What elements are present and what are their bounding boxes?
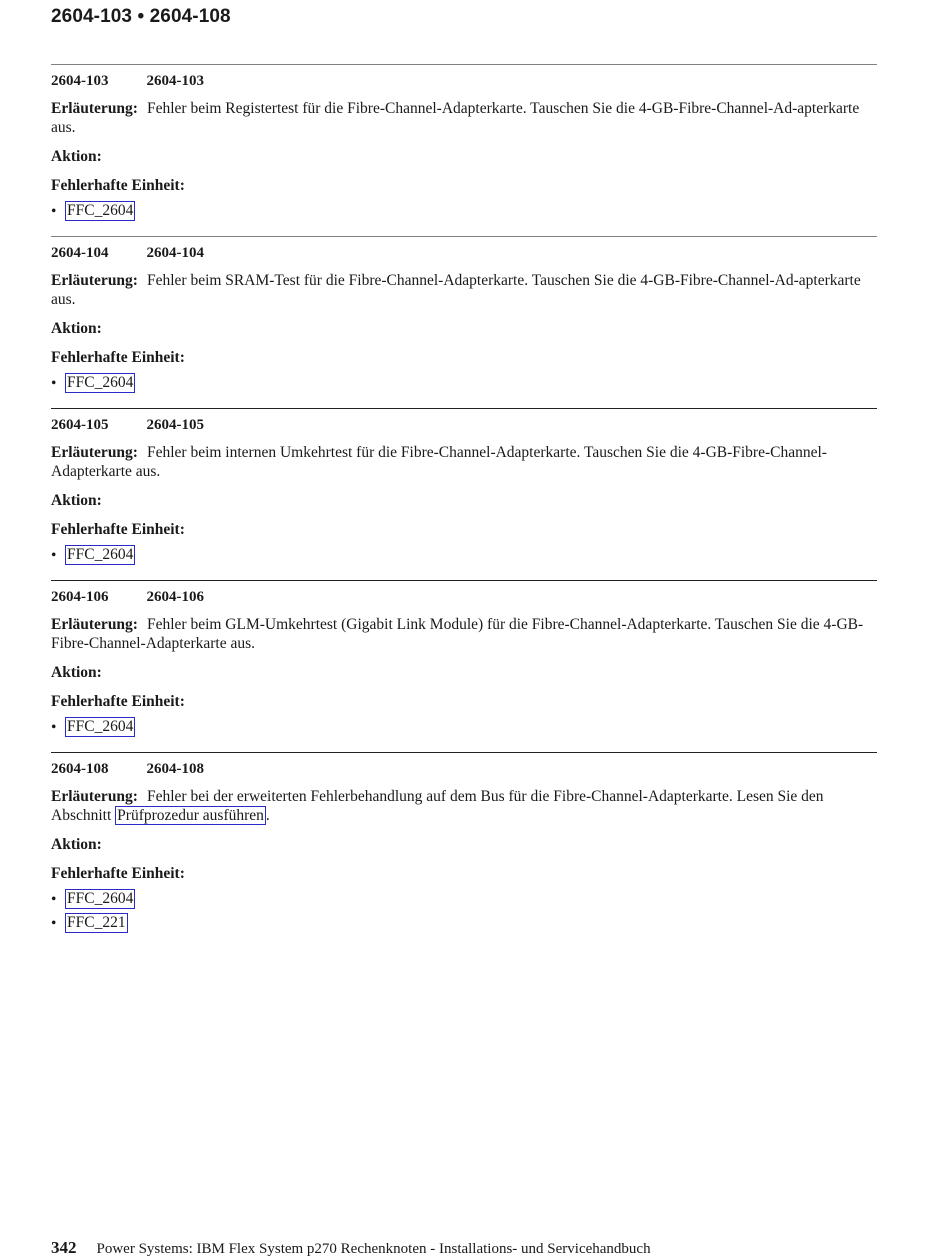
page-number: 342 xyxy=(51,1238,77,1257)
error-code: 2604-103 xyxy=(51,73,109,89)
error-code-repeat: 2604-104 xyxy=(146,245,204,261)
entry-heading xyxy=(51,72,877,90)
page-footer xyxy=(51,1238,651,1258)
bullet-icon: • xyxy=(51,374,57,392)
procedure-link[interactable]: Prüfprozedur ausführen xyxy=(117,807,264,824)
fru-list xyxy=(51,543,877,567)
fru-link[interactable]: FFC_2604 xyxy=(67,890,134,907)
page-header-title: 2604-103 • 2604-108 xyxy=(51,6,231,27)
explanation-suffix: . xyxy=(265,807,270,824)
fru-link[interactable]: FFC_2604 xyxy=(67,546,134,563)
list-item xyxy=(51,911,877,935)
bullet-icon: • xyxy=(51,546,57,564)
list-item xyxy=(51,887,877,911)
error-entry xyxy=(51,408,877,567)
error-code: 2604-106 xyxy=(51,589,109,605)
list-item xyxy=(51,715,877,739)
explanation-label: Erläuterung: xyxy=(51,272,138,289)
error-entry xyxy=(51,580,877,739)
explanation-label: Erläuterung: xyxy=(51,444,138,461)
explanation-label: Erläuterung: xyxy=(51,616,138,633)
action-label: Aktion: xyxy=(51,148,102,165)
list-item xyxy=(51,199,877,223)
error-code-repeat: 2604-108 xyxy=(146,761,204,777)
explanation xyxy=(51,787,877,825)
explanation-text: Fehler beim SRAM-Test für die Fibre-Channel-Adapterkarte. Tauschen Sie die 4-GB-Fibre-Channel-Ad-apterkarte aus. xyxy=(51,272,861,308)
error-code-repeat: 2604-105 xyxy=(146,417,204,433)
error-code-list xyxy=(51,64,877,948)
error-code: 2604-108 xyxy=(51,761,109,777)
explanation xyxy=(51,443,877,481)
fru-list xyxy=(51,371,877,395)
action-label: Aktion: xyxy=(51,664,102,681)
error-code-repeat: 2604-103 xyxy=(146,73,204,89)
entry-heading xyxy=(51,244,877,262)
fru-list xyxy=(51,199,877,223)
list-item xyxy=(51,371,877,395)
fru-link[interactable]: FFC_2604 xyxy=(67,718,134,735)
entry-heading xyxy=(51,416,877,434)
failing-unit-label: Fehlerhafte Einheit: xyxy=(51,865,185,882)
failing-unit-label: Fehlerhafte Einheit: xyxy=(51,521,185,538)
error-entry xyxy=(51,752,877,935)
list-item xyxy=(51,543,877,567)
error-entry xyxy=(51,64,877,223)
action-label: Aktion: xyxy=(51,320,102,337)
bullet-icon: • xyxy=(51,914,57,932)
explanation xyxy=(51,615,877,653)
error-entry xyxy=(51,236,877,395)
error-code-repeat: 2604-106 xyxy=(146,589,204,605)
fru-link[interactable]: FFC_2604 xyxy=(67,202,134,219)
entry-heading xyxy=(51,588,877,606)
fru-list xyxy=(51,715,877,739)
explanation-text: Fehler beim GLM-Umkehrtest (Gigabit Link Module) für die Fibre-Channel-Adapterkarte. Tauschen Sie die 4-GB-Fibre-Channel-Adapterkarte aus. xyxy=(51,616,864,652)
bullet-icon: • xyxy=(51,202,57,220)
explanation-text: Fehler beim internen Umkehrtest für die Fibre-Channel-Adapterkarte. Tauschen Sie die 4-GB-Fibre-Channel-Adapterkarte aus. xyxy=(51,444,827,480)
error-code: 2604-105 xyxy=(51,417,109,433)
explanation-label: Erläuterung: xyxy=(51,100,138,117)
bullet-icon: • xyxy=(51,890,57,908)
explanation-label: Erläuterung: xyxy=(51,788,138,805)
entry-heading xyxy=(51,760,877,778)
failing-unit-label: Fehlerhafte Einheit: xyxy=(51,177,185,194)
error-code: 2604-104 xyxy=(51,245,109,261)
failing-unit-label: Fehlerhafte Einheit: xyxy=(51,693,185,710)
explanation xyxy=(51,271,877,309)
fru-list xyxy=(51,887,877,935)
explanation-text: Fehler beim Registertest für die Fibre-Channel-Adapterkarte. Tauschen Sie die 4-GB-Fibre-Channel-Ad-apterkarte aus. xyxy=(51,100,860,136)
bullet-icon: • xyxy=(51,718,57,736)
fru-link[interactable]: FFC_2604 xyxy=(67,374,134,391)
explanation xyxy=(51,99,877,137)
explanation-text: Fehler bei der erweiterten Fehlerbehandlung auf dem Bus für die Fibre-Channel-Adapterkarte. Lesen Sie den Abschnitt xyxy=(51,788,824,824)
book-title: Power Systems: IBM Flex System p270 Rechenknoten - Installations- und Servicehandbuch xyxy=(96,1241,651,1257)
action-label: Aktion: xyxy=(51,492,102,509)
action-label: Aktion: xyxy=(51,836,102,853)
failing-unit-label: Fehlerhafte Einheit: xyxy=(51,349,185,366)
fru-link[interactable]: FFC_221 xyxy=(67,914,126,931)
